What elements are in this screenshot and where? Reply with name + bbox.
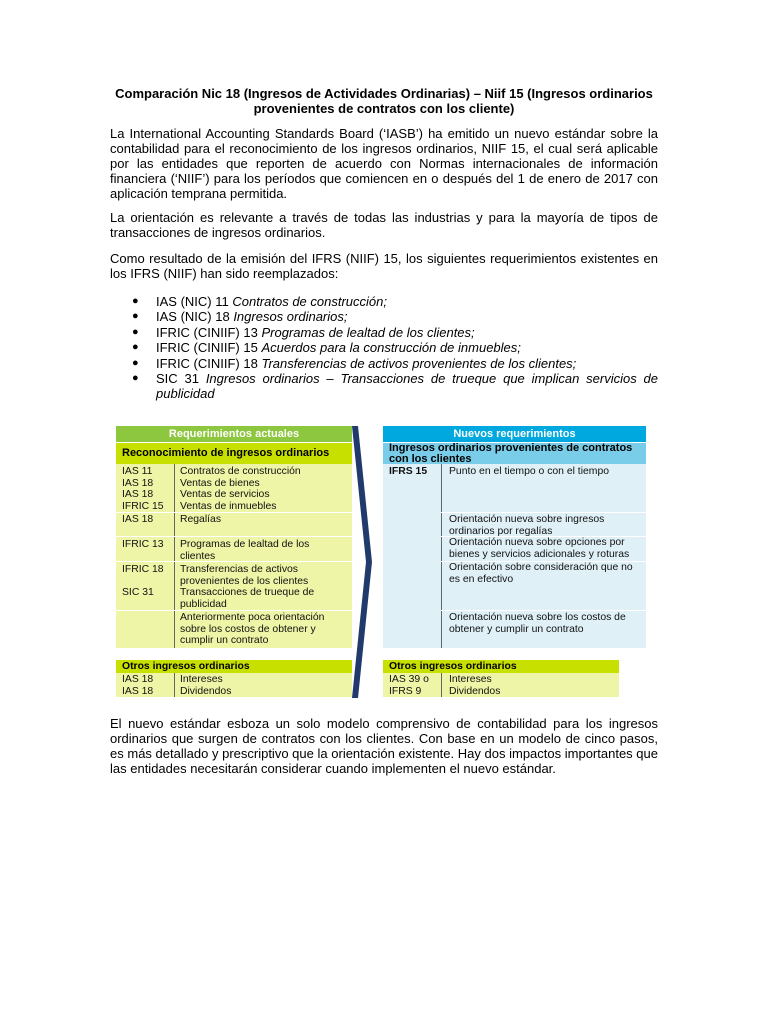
column-divider — [174, 673, 175, 697]
new-other-revenue-header: Otros ingresos ordinarios — [383, 660, 619, 673]
transition-arrow-icon — [352, 426, 382, 698]
row-divider — [441, 512, 646, 513]
column-divider — [174, 464, 175, 648]
bullet-icon: ● — [132, 325, 139, 338]
current-other-revenue-header: Otros ingresos ordinarios — [116, 660, 352, 673]
replaced-standards-list — [110, 294, 658, 402]
paragraph-replaced: Como resultado de la emisión del IFRS (NIIF) 15, los siguientes requerimientos existentes en los IFRS (NIIF) han sido reemplazados: — [110, 251, 658, 281]
current-desc-cell: Transferencias de activos provenientes de los clientes — [180, 564, 309, 587]
new-desc-cell: Orientación nueva sobre opciones por bienes y servicios adicionales y roturas — [449, 537, 630, 560]
list-item: ● SIC 31 Ingresos ordinarios – Transacciones de trueque que implican servicios de publicidad — [132, 371, 658, 402]
current-desc-cell: Transacciones de trueque de publicidad — [180, 587, 315, 610]
current-other-desc: Intereses Dividendos — [180, 674, 232, 697]
list-item: ● IFRIC (CINIIF) 13 Programas de lealtad de los clientes; — [132, 324, 475, 340]
current-recognition-subheader: Reconocimiento de ingresos ordinarios — [116, 443, 352, 464]
new-desc-cell: Punto en el tiempo o con el tiempo — [449, 466, 609, 477]
new-other-codes: IAS 39 o IFRS 9 — [389, 674, 429, 697]
bullet-icon: ● — [132, 341, 139, 354]
current-desc-cell: Programas de lealtad de los clientes — [180, 539, 310, 562]
list-item: ● IAS (NIC) 11 Contratos de construcción; — [132, 294, 387, 309]
bullet-icon: ● — [132, 310, 139, 323]
new-desc-cell: Orientación nueva sobre ingresos ordinarios por regalías — [449, 514, 605, 537]
current-codes-cell: IAS 11 IAS 18 IAS 18 IFRIC 15 — [122, 466, 164, 512]
document-title: Comparación Nic 18 (Ingresos de Actividades Ordinarias) – Niif 15 (Ingresos ordinarios provenientes de contratos con los cliente) — [115, 86, 653, 116]
bullet-icon: ● — [132, 356, 139, 369]
row-divider — [441, 610, 646, 611]
paragraph-model: El nuevo estándar esboza un solo modelo comprensivo de contabilidad para los ingresos ordinarios que surgen de contratos con los clientes. Con base en un modelo de cinco pasos, es más detallado y prescriptivo que la orientación existente. Hay dos impactos importantes que las entidades necesitarán considerar cuando implementen el nuevo estándar. — [110, 716, 658, 776]
current-desc-cell: Contratos de construcción Ventas de bienes Ventas de servicios Ventas de inmuebles — [180, 466, 301, 512]
new-code-cell: IFRS 15 — [389, 466, 428, 477]
new-recognition-subheader: Ingresos ordinarios provenientes de contratos con los clientes — [383, 443, 646, 464]
current-codes-cell: IAS 18 — [122, 514, 154, 525]
new-requirements-header: Nuevos requerimientos — [383, 426, 646, 442]
new-other-desc: Intereses Dividendos — [449, 674, 501, 697]
current-other-codes: IAS 18 IAS 18 — [122, 674, 154, 697]
bullet-icon: ● — [132, 372, 139, 385]
current-desc-cell: Regalías — [180, 514, 222, 525]
current-codes-cell: IFRIC 18 — [122, 564, 164, 575]
paragraph-relevance: La orientación es relevante a través de todas las industrias y para la mayoría de tipos de transacciones de ingresos ordinarios. — [110, 210, 658, 240]
current-requirements-header: Requerimientos actuales — [116, 426, 352, 442]
current-codes-cell: IFRIC 13 — [122, 539, 164, 550]
column-divider — [441, 464, 442, 648]
list-item: ● IFRIC (CINIIF) 18 Transferencias de activos provenientes de los clientes; — [132, 355, 577, 371]
column-divider — [441, 673, 442, 697]
bullet-icon: ● — [132, 295, 139, 307]
new-desc-cell: Orientación sobre consideración que no es en efectivo — [449, 562, 633, 585]
list-item: ● IAS (NIC) 18 Ingresos ordinarios; — [132, 309, 348, 325]
paragraph-intro: La International Accounting Standards Board (‘IASB’) ha emitido un nuevo estándar sobre la contabilidad para el reconocimiento de los ingresos ordinarios, NIIF 15, el cual será aplicable por las entidades que reporten de acuerdo con Normas internacionales de información financiera (‘NIIF’) para los períodos que comiencen en o después del 1 de enero de 2017 con aplicación temprana permitida. — [110, 126, 658, 201]
list-item: ● IFRIC (CINIIF) 15 Acuerdos para la construcción de inmuebles; — [132, 340, 521, 356]
row-divider — [116, 536, 352, 537]
current-desc-cell: Anteriormente poca orientación sobre los costos de obtener y cumplir un contrato — [180, 612, 325, 647]
new-desc-cell: Orientación nueva sobre los costos de obtener y cumplir un contrato — [449, 612, 626, 635]
current-codes-cell: SIC 31 — [122, 587, 154, 598]
